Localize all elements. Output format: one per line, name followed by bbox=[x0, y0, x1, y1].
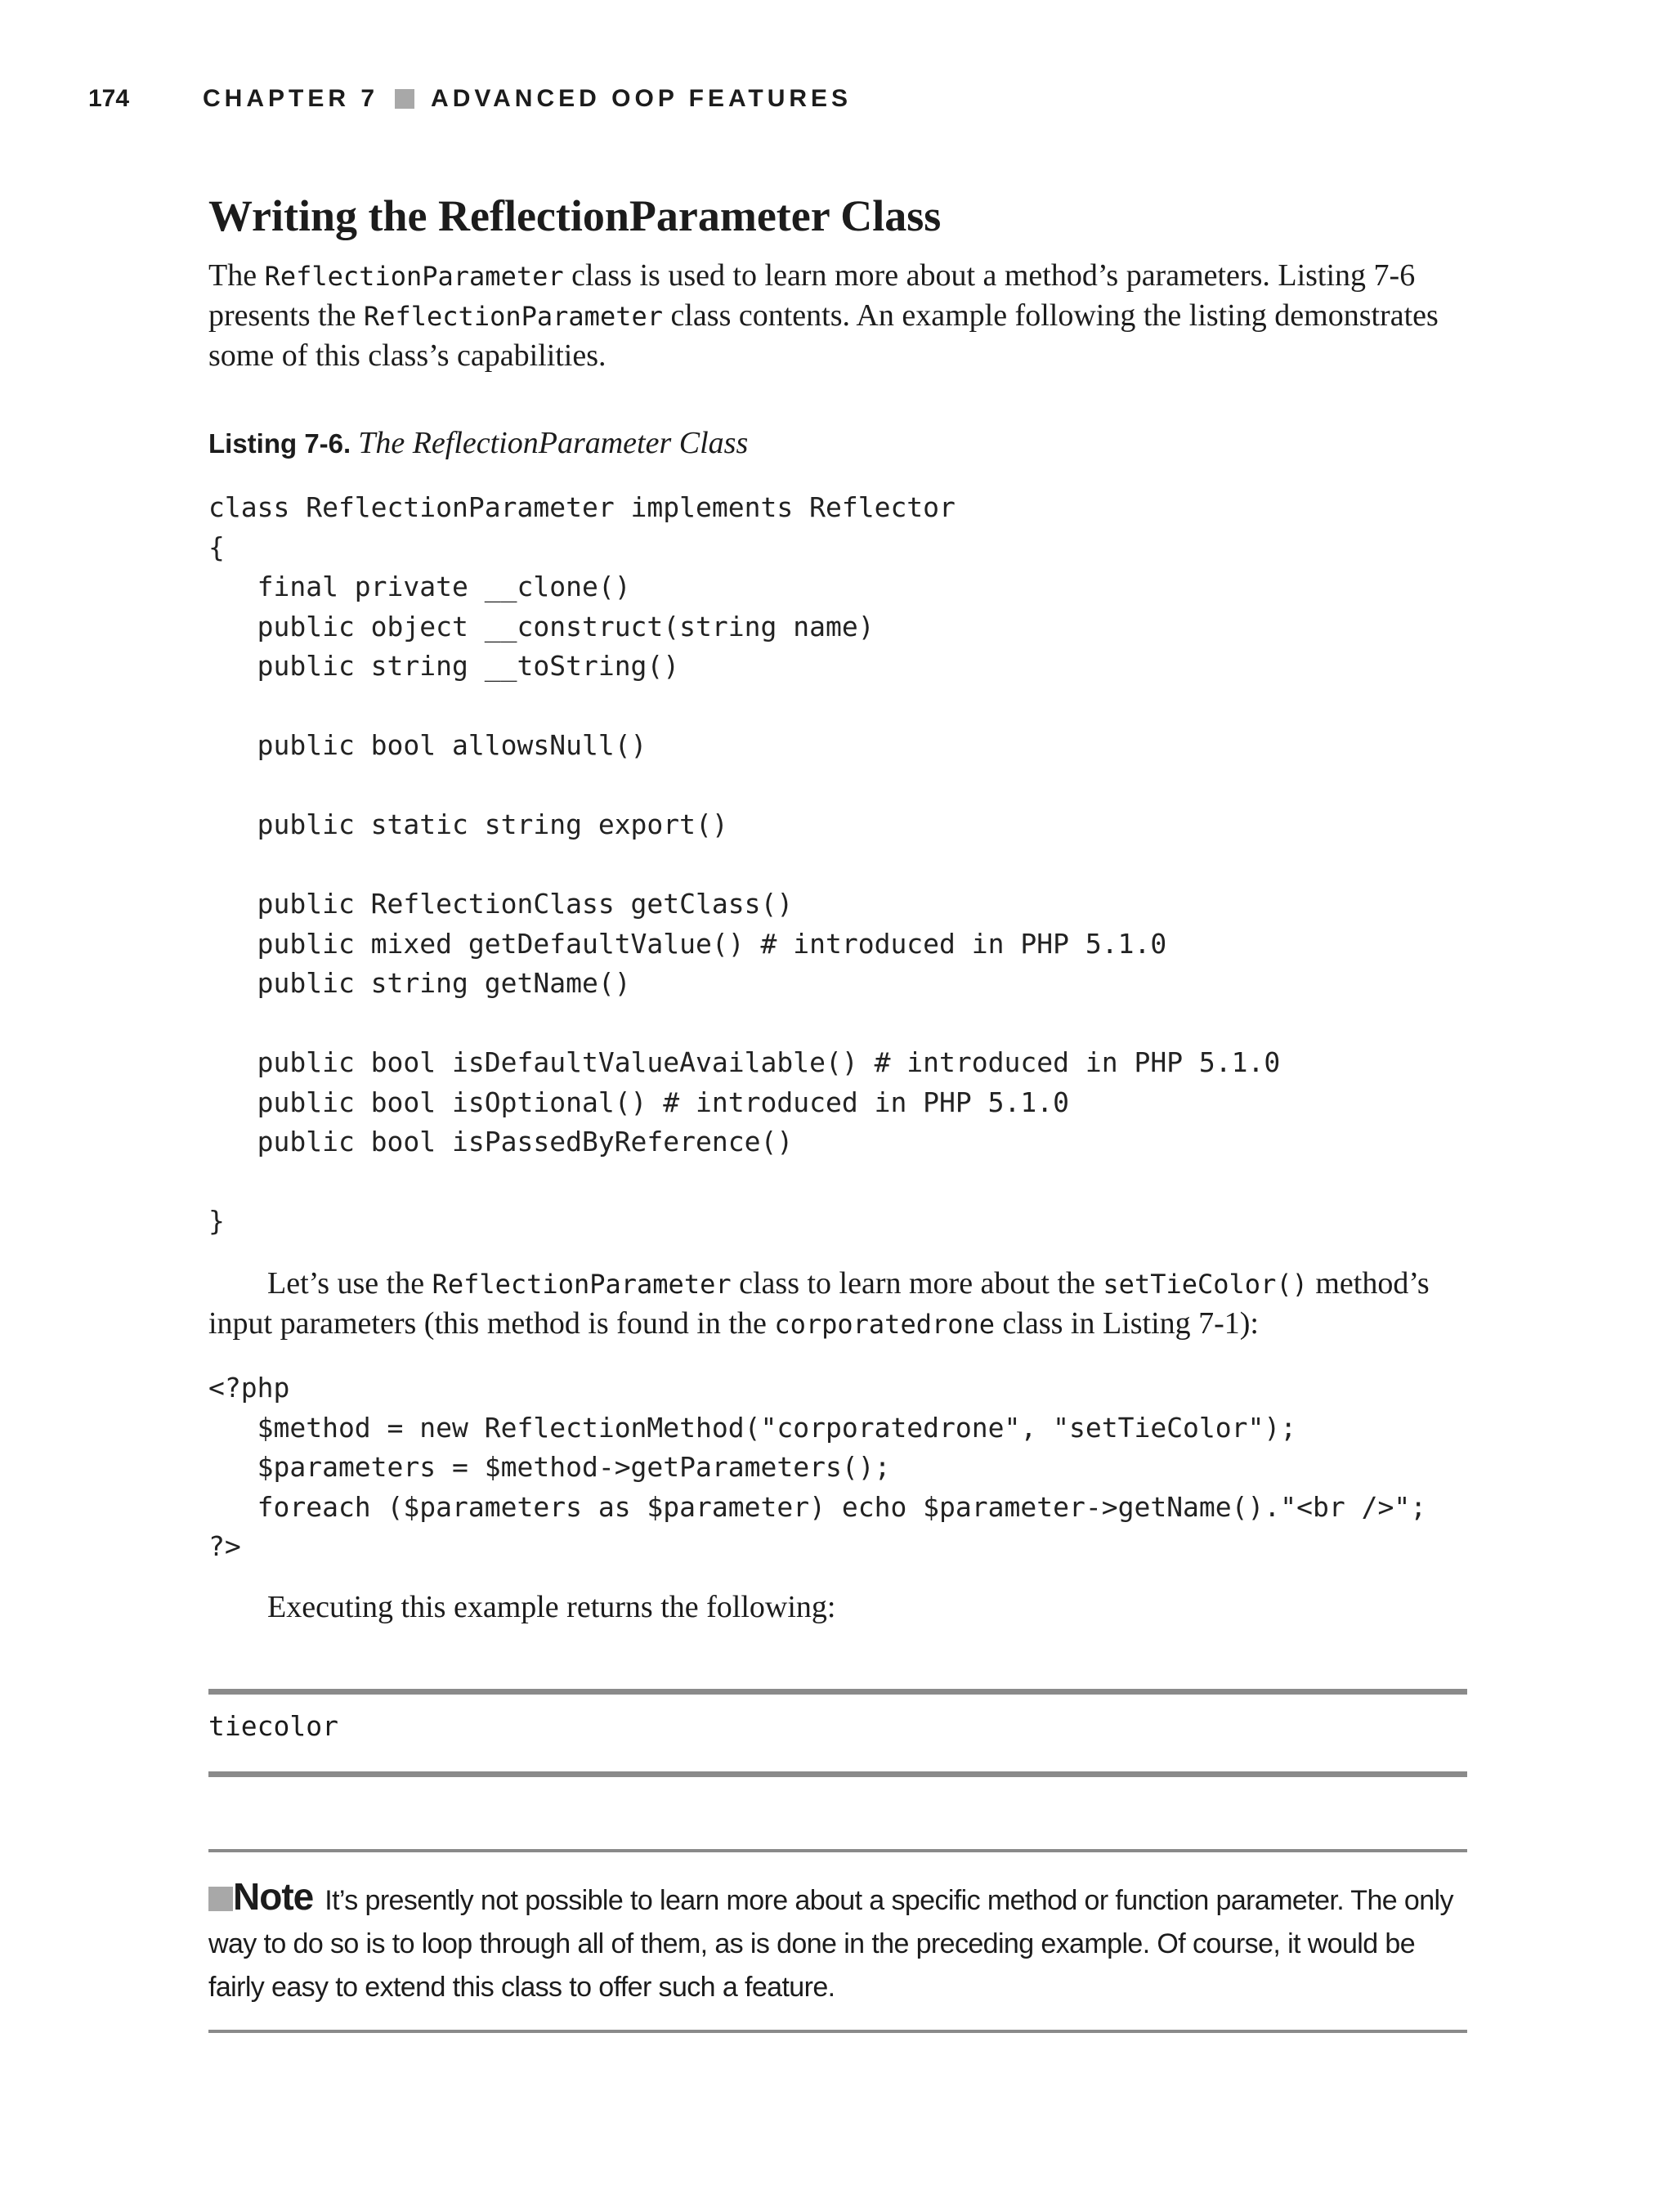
note-label: Note bbox=[233, 1875, 314, 1918]
usage-code-2: setTieColor() bbox=[1103, 1269, 1308, 1300]
intro-paragraph bbox=[208, 256, 1467, 375]
page-number: 174 bbox=[88, 85, 130, 112]
intro-text-1: The bbox=[208, 258, 265, 293]
output-top-rule bbox=[208, 1689, 1467, 1695]
intro-code-1: ReflectionParameter bbox=[264, 261, 564, 292]
chapter-title: ADVANCED OOP FEATURES bbox=[431, 85, 853, 112]
usage-text-1: Let’s use the bbox=[267, 1266, 432, 1301]
listing-caption bbox=[208, 425, 1467, 462]
usage-text-4: class in Listing 7-1): bbox=[995, 1306, 1259, 1341]
code-example: <?php $method = new ReflectionMethod("corporatedrone", "setTieColor"); $parameters = $method->getParameters(); foreach ($parameters as $parameter) echo $parameter->getName()."<br />"; ?> bbox=[208, 1372, 1427, 1562]
usage-text-2: class to learn more about the bbox=[731, 1266, 1103, 1301]
listing-caption-text: The ReflectionParameter Class bbox=[358, 426, 749, 460]
section-title: Writing the ReflectionParameter Class bbox=[208, 191, 942, 240]
note-box bbox=[208, 1875, 1467, 2009]
intro-text-3: class contents. An example following the listing demonstrates some of this class’s capabilities. bbox=[208, 298, 1439, 373]
usage-paragraph bbox=[208, 1264, 1467, 1344]
usage-code-1: ReflectionParameter bbox=[432, 1269, 732, 1300]
usage-text-3: method’s input parameters (this method is found in the bbox=[208, 1266, 1430, 1341]
chapter-label: CHAPTER 7 bbox=[203, 85, 379, 112]
note-bottom-rule bbox=[208, 2030, 1467, 2033]
usage-code-3: corporatedrone bbox=[774, 1309, 996, 1340]
running-head bbox=[203, 85, 852, 113]
square-bullet-icon bbox=[395, 89, 414, 109]
code-listing: class ReflectionParameter implements Reflector { final private __clone() public object __construct(string name) public string __toString() public bool allowsNull() public static string export() public ReflectionClass getClass() public mixed getDefaultValue() # introduced in PHP 5.1.0 public string getName() public bool isDefaultValueAvailable() # introduced in PHP 5.1.0 public bool isOptional() # introduced in PHP 5.1.0 public bool isPassedByReference() } bbox=[208, 491, 1281, 1237]
execution-paragraph: Executing this example returns the following: bbox=[267, 1590, 836, 1624]
note-top-rule bbox=[208, 1849, 1467, 1852]
intro-code-2: ReflectionParameter bbox=[363, 301, 663, 332]
note-square-icon bbox=[208, 1887, 233, 1911]
output-text: tiecolor bbox=[208, 1710, 338, 1742]
intro-text-2: class is used to learn more about a method’s parameters. Listing 7-6 presents the bbox=[208, 258, 1416, 333]
listing-label: Listing 7-6. bbox=[208, 428, 351, 459]
output-bottom-rule bbox=[208, 1771, 1467, 1777]
note-text: It’s presently not possible to learn more about a specific method or function parameter. The only way to do so is to loop through all of them, as is done in the preceding example. Of course, it would be fairly easy to extend this class to offer such a feature. bbox=[208, 1885, 1453, 2003]
